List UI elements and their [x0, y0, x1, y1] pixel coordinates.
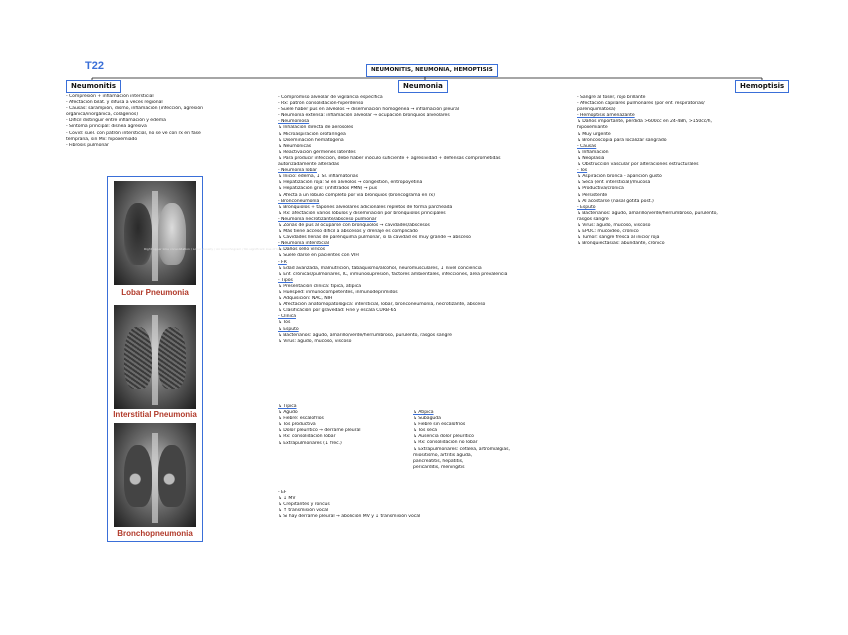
- note-line: ↳ Zonas de pus al ocuparse con bronquiolos → cavidades/abscesos: [278, 222, 430, 228]
- note-line: ↳ Bronquiolos + tapones alveolares adicionales repletos de forma parcheada: [278, 204, 453, 210]
- note-line: hipoxemiante: [577, 125, 608, 131]
- note-line: ↳ Bacterianos: agudo, amarillo/verde/herrumbroso, purulento, rasgos sangre: [278, 332, 452, 338]
- note-line: ↳ ↓ MV: [278, 496, 296, 502]
- note-line: - Compresión + inflamación intersticial: [66, 94, 154, 99]
- note-line: ↳ Daños importante, pérdida >600cc en 24-48h, >150cc/h,: [577, 119, 712, 125]
- note-line: ↳ Hepatización roja: Sl en alvéolos → congestión, eritropoyetina: [278, 180, 423, 186]
- note-line: ↳ Neumónicas: [278, 143, 312, 149]
- note-line: parenquimatosa): [577, 107, 616, 113]
- note-line: ↳ Suele darse en pacientes con VIH: [278, 253, 359, 259]
- note-line: ↳ Atípica: [413, 410, 434, 415]
- note-line: ↳ Tumor: sangre fresca al inicio/ roja: [577, 235, 660, 241]
- page-title: NEUMONITIS, NEUMONIA, HEMOPTISIS: [366, 64, 498, 77]
- header-hemoptisis: Hemoptisis: [735, 80, 789, 93]
- note-line: ↳ Daños sello víricos: [278, 247, 326, 253]
- note-line: - Neumoníosa: [278, 119, 310, 125]
- note-line: ↳ Seca (enf. intersticial)/mucosa: [577, 180, 651, 186]
- note-line: - Afectación capilares pulmonares (por enf. respiratorias/: [577, 101, 705, 107]
- topic-tag: T22: [85, 60, 104, 72]
- note-line: - Clínica: [278, 314, 296, 320]
- note-line: ↳ Productiva/crónica: [577, 186, 624, 192]
- note-line: - Síntoma principal: disnea agresiva: [66, 124, 147, 130]
- note-line: ↳ Fiebre: escalofríos: [278, 416, 324, 422]
- note-line: - Bronconeumonía: [278, 198, 320, 204]
- neumonia-atipica-notes: [413, 410, 573, 471]
- note-line: ↳ Diseminación hematógena: [278, 137, 344, 143]
- neumonia-tipica-notes: [278, 404, 418, 447]
- note-line: - Tos: [577, 168, 588, 174]
- note-line: ↳ Clasificación por gravedad: Fine y escala CURB-65: [278, 308, 397, 314]
- note-line: ↳ Cavidades llenas de parénquima pulmonar, si la cavidad es muy grande → absceso: [278, 235, 471, 241]
- xray-lobar-caption: Lobar Pneumonia: [121, 288, 189, 297]
- note-line: temprana, sin Mx: hipoxemiado: [66, 136, 138, 142]
- note-line: ↳ Crepitantes y roncus: [278, 502, 330, 508]
- note-line: - Neumonía necrotizante/absceso pulmonar: [278, 216, 377, 222]
- note-line: ↳ Obstrucción vascular por alteraciones estructurales: [577, 162, 699, 168]
- note-line: - Hemoptisis amenazante: [577, 113, 635, 119]
- note-line: ↳ Típica: [278, 404, 297, 409]
- note-line: - Difícil distinguir entre inflamación y edema: [66, 118, 166, 124]
- note-line: pericarditis, meningitis: [413, 464, 465, 470]
- note-line: ↳ Dolor pleurítico → derrame pleural: [278, 428, 361, 434]
- note-line: ↳ Neoplasia: [577, 155, 605, 161]
- xray-broncho-caption: Bronchopneumonia: [117, 529, 193, 538]
- xray-interstitial-caption: Interstitial Pneumonia: [113, 410, 197, 419]
- note-line: ↳ Enf. crónicas/pulmonares, IC, inmunosupresión, factores ambientales, infecciones, área prevalencia: [278, 271, 508, 277]
- note-line: ↳ Si hay derrame pleural → abolición MV y ↓ transmisión vocal: [278, 514, 421, 520]
- note-line: autorizadamente alteradas: [278, 162, 340, 168]
- note-line: ↳ Más tiene acceso difícil a abscesos y drenaje es complicado: [278, 229, 418, 235]
- note-line: ↳ Subaguda: [413, 416, 441, 422]
- note-line: ↳ Tos productiva: [278, 422, 316, 428]
- note-line: - Suele haber pus en alvéolos → diseminación homogénea → inflamación pleural: [278, 107, 459, 113]
- note-line: - Rx: patrón consolidación-hiperdenso: [278, 101, 364, 107]
- note-line: ↳ Rx: consolidación lobar: [278, 434, 336, 440]
- note-line: ↳ Reactivación gérmenes latentes: [278, 149, 356, 155]
- note-line: ↳ Fiebre sin escalofríos: [413, 422, 466, 428]
- note-line: ↳ Hepatización gris: (infiltrados PMN) → pus: [278, 186, 378, 192]
- xray-interstitial-image: [114, 305, 196, 409]
- xray-broncho-image: [114, 423, 196, 527]
- note-line: ↳ Inhalación directa de aerosoles: [278, 125, 354, 131]
- note-line: ↳ Esputo: [278, 326, 299, 332]
- note-line: ↳ Broncoscopia para localizar sangrado: [577, 137, 667, 143]
- note-line: ↳ Bronquiectasias: abundante, crónico: [577, 241, 665, 247]
- header-neumonia: Neumonia: [398, 80, 448, 93]
- note-line: - Tipos: [278, 277, 293, 283]
- neumonitis-notes: [66, 94, 281, 149]
- note-line: ↳ Edad avanzada, malnutrición, tabaquismo/alcohol, neuromusculares, ↓ nivel conciencia: [278, 265, 482, 271]
- note-line: ↳ Agudo: [278, 410, 298, 416]
- note-line: ↳ Bacterianos: agudo, amarillo/verde/herrumbroso, purulento,: [577, 210, 718, 216]
- xray-lobar-note: Right upper lobe consolidation / Lobar density / Air bronchogram / No significant loss of lung volume: [144, 247, 295, 251]
- note-line: - Causas: sarampión, dismo, inflamación (infección, agresión: [66, 106, 203, 112]
- note-line: - Covid: suel. con patrón intersticial, no se ve con rx en fase: [66, 130, 201, 136]
- note-line: ↳ Muy urgente: [577, 131, 611, 137]
- note-line: - Neumonía intersticial: [278, 241, 329, 247]
- note-line: ↳ Afectación anatomopatológica: intersticial, lobar, bronconeumonía, necrotizante, absceso: [278, 302, 486, 308]
- note-line: ↳ Huésped: inmunocompetentes, inmunodeprimidos: [278, 290, 398, 295]
- note-line: pancreatitis, hepatitis,: [413, 458, 464, 464]
- hemoptisis-notes: [577, 95, 777, 247]
- note-line: ↳ Tos seca: [413, 428, 438, 434]
- note-line: - Neumonía lobar: [278, 168, 317, 174]
- note-line: orgánica/inorgánica, colágenos): [66, 112, 138, 118]
- note-line: ↳ Inicio: edema, ↓ Sl. inflamatorias: [278, 174, 359, 180]
- header-neumonitis: Neumonitis: [66, 80, 121, 93]
- note-line: ↳ Aspiración bronca - aparición gusto: [577, 174, 662, 180]
- note-line: ↳ Microaspiración orofaríngea: [278, 131, 346, 137]
- note-line: ↳ Persistente: [577, 192, 608, 198]
- note-line: - EF: [278, 490, 287, 495]
- note-line: - Afectación bilat. y difusa a veces regional: [66, 100, 163, 106]
- note-line: - Causas: [577, 143, 597, 149]
- neumonia-notes: [278, 95, 578, 345]
- note-line: ↳ Para producir infección, debe haber inóculo suficiente + agresividad + defensas comprometidas: [278, 155, 501, 161]
- note-line: ↳ Inflamación: [577, 149, 609, 155]
- note-line: - Sangre al toser, rojo brillante: [577, 95, 646, 100]
- note-line: ↳ EPOC: mucoideo, crónico: [577, 229, 639, 235]
- note-line: miositismo, artritis aguda,: [413, 452, 472, 458]
- note-line: ↳ Extrapulmonares: cefalea, artromialgias,: [413, 446, 510, 452]
- note-line: ↳ Virus: agudo, mucoso, viscoso: [278, 338, 352, 344]
- note-line: - Fibrosis pulmonar: [66, 142, 109, 148]
- note-line: ↳ Ausencia dolor pleurítico: [413, 434, 474, 440]
- note-line: ↳ Al acostarse (nasal gotita post.): [577, 198, 654, 204]
- note-line: ↳ Extrapulmonares (↓ frec.): [278, 440, 342, 446]
- note-line: ↳ Tos: [278, 320, 291, 326]
- neumonia-ef-notes: [278, 490, 578, 520]
- note-line: ↳ Afecta a un lóbulo completo por vía bronquios (broncograma en rx): [278, 192, 435, 198]
- note-line: ↳ Virus: agudo, mucoso, viscoso: [577, 222, 651, 228]
- note-line: ↳ Presentación clínica: típica, atípica: [278, 283, 361, 289]
- note-line: ↳ Rx: consolidación no lobar: [413, 440, 478, 446]
- note-line: - Esputo: [577, 204, 596, 210]
- note-line: rasgos sangre: [577, 216, 609, 222]
- note-line: - Neumonía extensa: inflamación alveolar → ocupación bronquios alveolares: [278, 113, 450, 119]
- note-line: - Compromiso alveolar de vigilancia específica: [278, 95, 383, 100]
- note-line: ↳ ↑ transmisión vocal: [278, 508, 329, 514]
- note-line: ↳ Adquisición: NAC, NIH: [278, 296, 333, 302]
- note-line: ↳ Rx: afectación varios lóbulos y diseminación por bronquiolos principales: [278, 210, 446, 216]
- note-line: - FR: [278, 259, 287, 265]
